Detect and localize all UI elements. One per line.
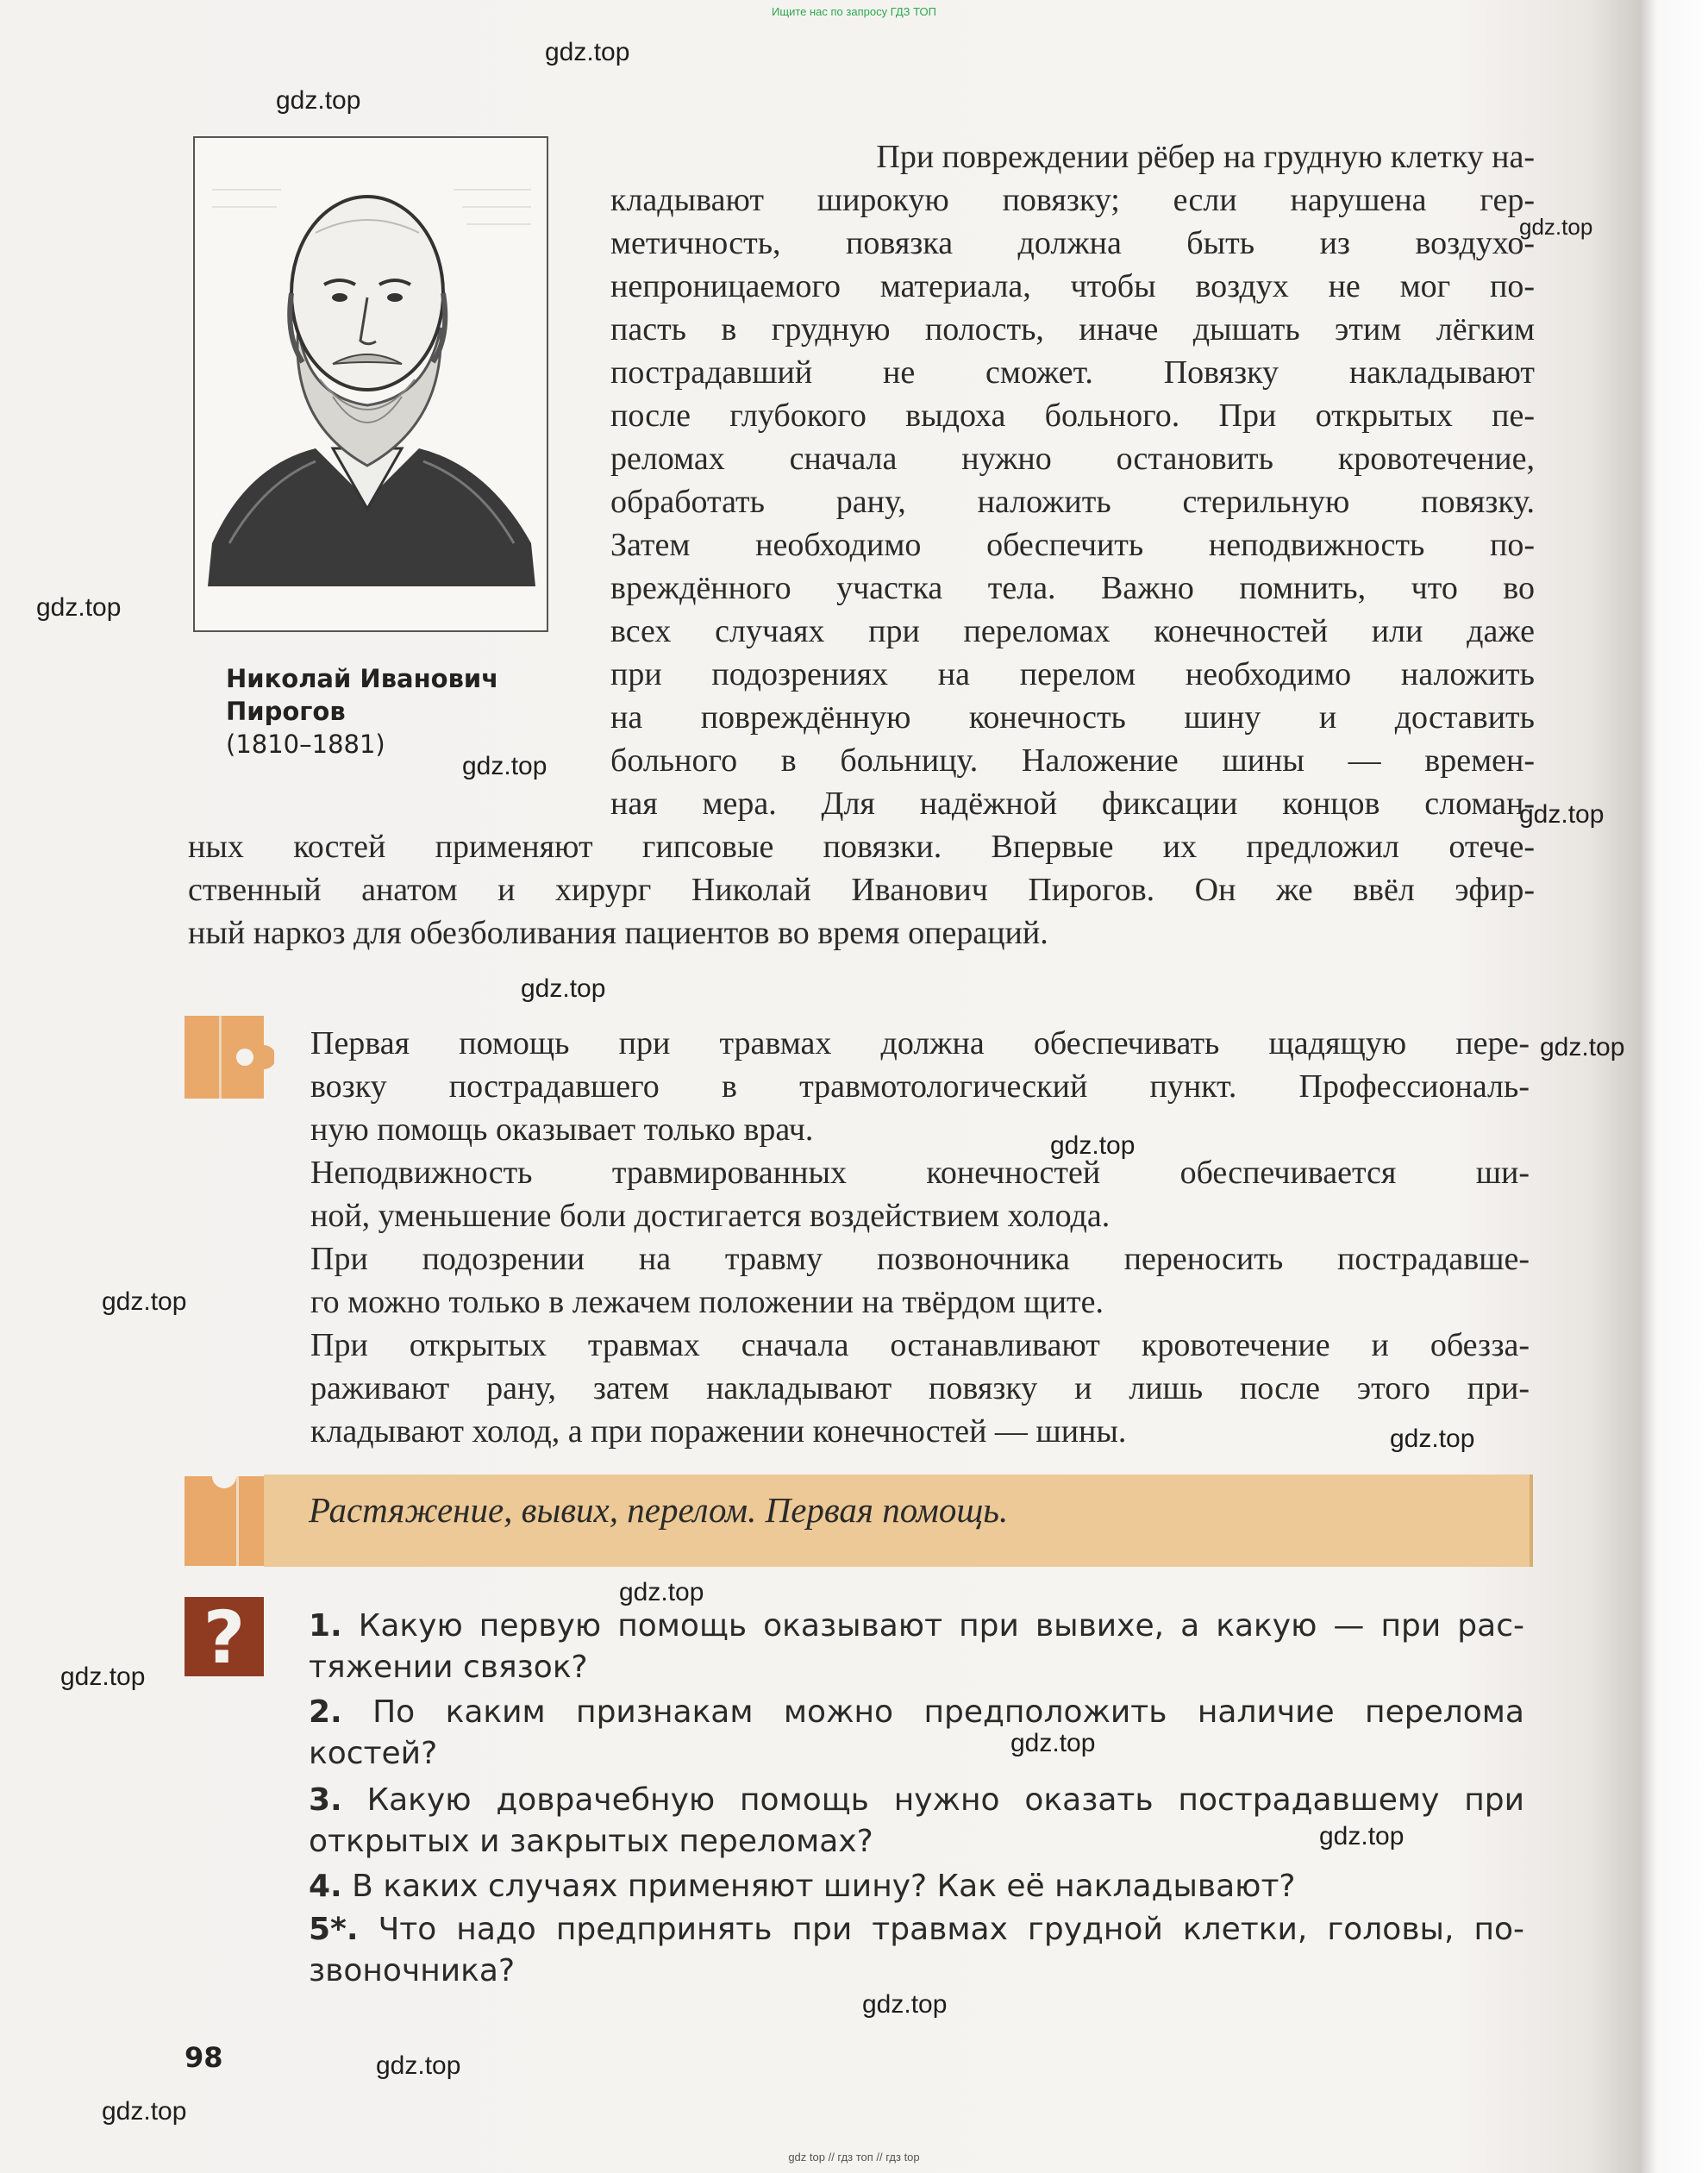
question-line	[309, 1780, 1524, 1821]
watermark: gdz.top	[1050, 1131, 1136, 1160]
portrait-pirogov	[193, 136, 548, 632]
main-text-line: на повреждённую конечность шину и доставить	[610, 699, 1535, 736]
watermark: gdz.top	[1519, 800, 1605, 829]
question-text: Какую первую помощь оказывают при вывихе, а какую — при рас-	[341, 1608, 1524, 1644]
watermark: gdz.top	[1519, 214, 1593, 240]
main-text-line: пасть в грудную полость, иначе дышать этим лёгким	[610, 311, 1535, 348]
watermark: gdz.top	[1319, 1822, 1405, 1850]
main-text-line: вреждённого участка тела. Важно помнить, что во	[610, 570, 1535, 606]
page-number: 98	[185, 2041, 223, 2074]
watermark: gdz.top	[521, 974, 606, 1003]
summary-line: Неподвижность травмированных конечностей обеспечивается ши-	[310, 1155, 1530, 1191]
question-text: Что надо предпринять при травмах грудной клетки, головы, по-	[358, 1912, 1524, 1947]
summary-line: ную помощь оказывает только врач.	[310, 1112, 814, 1148]
question-line	[309, 1733, 1524, 1775]
main-text-line: ная мера. Для надёжной фиксации концов сломан-	[610, 786, 1535, 822]
summary-line: ной, уменьшение боли достигается воздействием холода.	[310, 1198, 1111, 1234]
main-text-line: Затем необходимо обеспечить неподвижность по-	[610, 527, 1535, 563]
portrait-engraving	[195, 138, 547, 630]
summary-line: Первая помощь при травмах должна обеспечивать щадящую пере-	[310, 1025, 1530, 1061]
main-text-line: больного в больницу. Наложение шины — времен-	[610, 742, 1535, 779]
portrait-years: (1810–1881)	[226, 730, 385, 759]
question-line	[309, 1647, 1524, 1688]
watermark: gdz.top	[102, 1287, 187, 1316]
question-text: тяжении связок?	[309, 1650, 588, 1685]
portrait-name-line1: Николай Иванович	[226, 664, 499, 693]
portrait-caption	[226, 662, 536, 761]
question-text: звоночника?	[309, 1953, 516, 1988]
main-text-line: реломах сначала нужно остановить кровотечение,	[610, 441, 1535, 477]
question-text: костей?	[309, 1736, 438, 1771]
question-text: По каким признакам можно предположить наличие перелома	[341, 1694, 1524, 1730]
watermark: gdz.top	[462, 752, 547, 780]
question-line	[309, 1821, 1524, 1863]
watermark: gdz.top	[102, 2097, 187, 2126]
main-text-line: ный наркоз для обезболивания пациентов во время операций.	[188, 915, 1048, 951]
main-text-line: ственный анатом и хирург Николай Иванович Пирогов. Он же ввёл эфир-	[188, 872, 1535, 908]
keywords-heading: Растяжение, вывих, перелом. Первая помощь.	[309, 1490, 1009, 1530]
bottom-note: gdz top // гдз топ // гдз top	[788, 2151, 920, 2164]
watermark: gdz.top	[1390, 1425, 1475, 1453]
question-number: 2.	[309, 1694, 342, 1730]
question-mark-icon	[185, 1597, 264, 1676]
question-text: Какую доврачебную помощь нужно оказать пострадавшему при	[341, 1782, 1524, 1818]
main-text-line: всех случаях при переломах конечностей или даже	[610, 613, 1535, 649]
main-text-line: метичность, повязка должна быть из воздухо-	[610, 225, 1535, 261]
portrait-name-line2: Пирогов	[226, 697, 346, 726]
summary-line: При открытых травмах сначала останавливают кровотечение и обезза-	[310, 1327, 1530, 1363]
question-line	[309, 1692, 1524, 1733]
main-text-line: непроницаемого материала, чтобы воздух не мог по-	[610, 268, 1535, 304]
question-number: 4.	[309, 1869, 342, 1904]
watermark: gdz.top	[1540, 1033, 1625, 1061]
question-number: 3.	[309, 1782, 342, 1818]
watermark: gdz.top	[276, 86, 361, 115]
svg-text:?: ?	[203, 1597, 246, 1676]
question-text: открытых и закрытых переломах?	[309, 1824, 873, 1859]
puzzle-keywords-icon	[185, 1476, 274, 1566]
question-number: 5*.	[309, 1912, 359, 1947]
watermark: gdz.top	[1010, 1729, 1096, 1757]
watermark: gdz.top	[862, 1990, 948, 2019]
questions-icon	[185, 1597, 264, 1676]
summary-line: го можно только в лежачем положении на твёрдом щите.	[310, 1284, 1104, 1320]
main-text-line: При повреждении рёбер на грудную клетку на-	[876, 139, 1535, 175]
question-line	[309, 1866, 1524, 1907]
watermark: gdz.top	[36, 593, 122, 622]
main-text-line: ных костей применяют гипсовые повязки. Впервые их предложил отече-	[188, 829, 1535, 865]
watermark: gdz.top	[545, 38, 630, 66]
summary-line: кладывают холод, а при поражении конечностей — шины.	[310, 1413, 1127, 1450]
main-text-line: кладывают широкую повязку; если нарушена гер-	[610, 182, 1535, 218]
question-line	[309, 1909, 1524, 1951]
main-text-line: при подозрениях на перелом необходимо наложить	[610, 656, 1535, 692]
puzzle-summary-icon	[185, 1016, 274, 1099]
watermark: gdz.top	[619, 1578, 704, 1606]
summary-line: При подозрении на травму позвоночника переносить пострадавше-	[310, 1241, 1530, 1277]
watermark: gdz.top	[60, 1663, 146, 1691]
watermark: gdz.top	[376, 2051, 461, 2080]
question-text: В каких случаях применяют шину? Как её накладывают?	[341, 1869, 1296, 1904]
main-text-line: обработать рану, наложить стерильную повязку.	[610, 484, 1535, 520]
question-number: 1.	[309, 1608, 342, 1644]
question-line	[309, 1606, 1524, 1647]
summary-line: возку пострадавшего в травмотологический пункт. Профессиональ-	[310, 1068, 1530, 1105]
question-line	[309, 1951, 1524, 1992]
summary-line: раживают рану, затем накладывают повязку и лишь после этого при-	[310, 1370, 1530, 1406]
main-text-line: пострадавший не сможет. Повязку накладывают	[610, 354, 1535, 391]
main-text-line: после глубокого выдоха больного. При открытых пе-	[610, 398, 1535, 434]
top-note: Ищите нас по запросу ГДЗ ТОП	[772, 5, 936, 18]
